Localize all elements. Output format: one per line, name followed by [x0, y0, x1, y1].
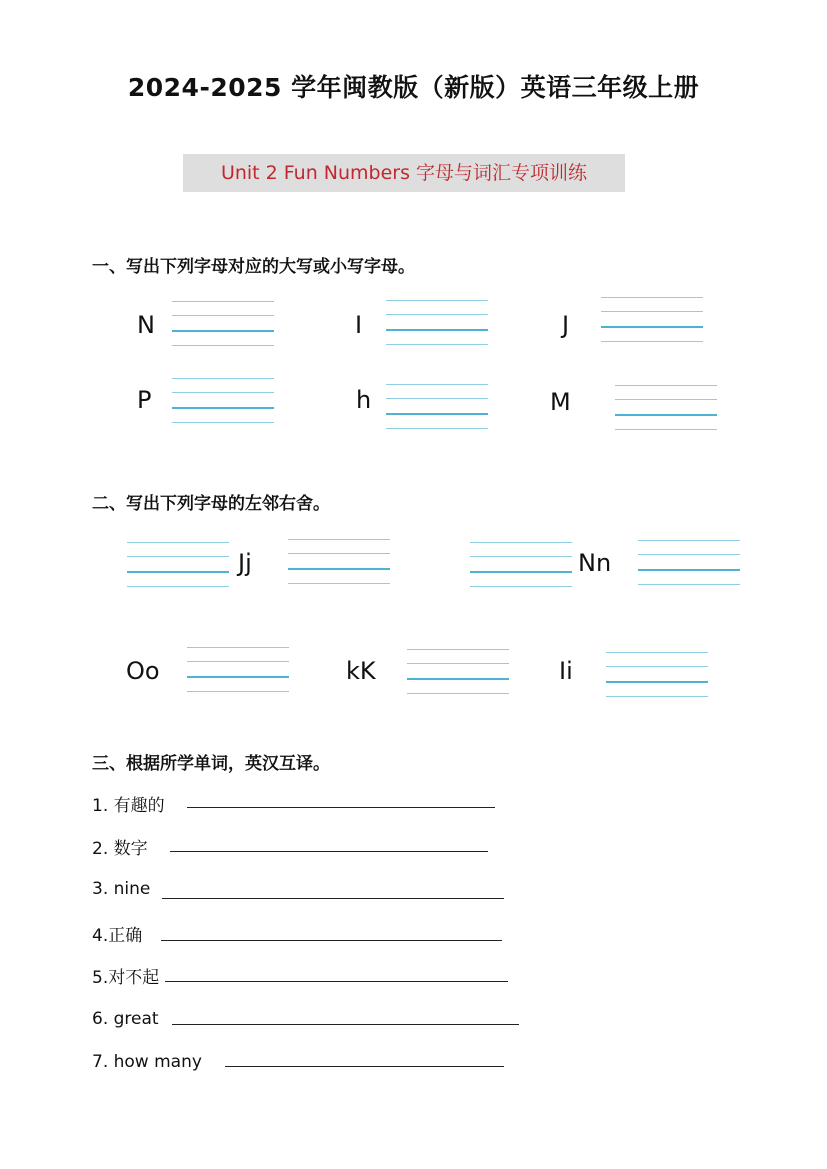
- answer-line[interactable]: [172, 1024, 519, 1025]
- page-title: 2024-2025 学年闽教版（新版）英语三年级上册: [127, 73, 700, 102]
- writing-lines-left[interactable]: [127, 540, 229, 588]
- answer-line[interactable]: [165, 981, 508, 982]
- answer-line[interactable]: [225, 1066, 504, 1067]
- writing-lines-right[interactable]: [606, 650, 708, 698]
- letter-prompt: kK: [346, 657, 376, 685]
- writing-lines-right[interactable]: [288, 537, 390, 585]
- writing-lines-right[interactable]: [638, 538, 740, 586]
- question-label: 2. 数字: [92, 839, 148, 859]
- writing-lines[interactable]: [172, 299, 274, 347]
- writing-lines[interactable]: [615, 383, 717, 431]
- section-1-heading: 一、写出下列字母对应的大写或小写字母。: [92, 257, 415, 277]
- writing-lines[interactable]: [386, 298, 488, 346]
- section-2-heading: 二、写出下列字母的左邻右舍。: [92, 494, 330, 514]
- writing-lines-left[interactable]: [470, 540, 572, 588]
- letter-prompt: J: [562, 311, 570, 339]
- letter-prompt: Jj: [238, 549, 252, 577]
- answer-line[interactable]: [187, 807, 495, 808]
- writing-lines[interactable]: [172, 376, 274, 424]
- writing-lines[interactable]: [386, 382, 488, 430]
- writing-lines[interactable]: [601, 295, 703, 343]
- writing-lines-right[interactable]: [407, 647, 509, 695]
- unit-subtitle: Unit 2 Fun Numbers 字母与词汇专项训练: [183, 154, 625, 192]
- letter-prompt: P: [137, 386, 152, 414]
- question-label: 7. how many: [92, 1052, 202, 1072]
- letter-prompt: Ii: [559, 657, 573, 685]
- question-label: 6. great: [92, 1009, 159, 1029]
- answer-line[interactable]: [161, 940, 502, 941]
- answer-line[interactable]: [162, 898, 504, 899]
- question-label: 4.正确: [92, 926, 143, 946]
- answer-line[interactable]: [170, 851, 488, 852]
- writing-lines-right[interactable]: [187, 645, 289, 693]
- question-label: 3. nine: [92, 879, 151, 899]
- letter-prompt: M: [550, 388, 571, 416]
- letter-prompt: N: [137, 311, 155, 339]
- question-label: 1. 有趣的: [92, 796, 165, 816]
- section-3-heading: 三、根据所学单词，英汉互译。: [92, 754, 330, 774]
- letter-prompt: Nn: [578, 549, 612, 577]
- letter-prompt: h: [356, 386, 372, 414]
- letter-prompt: I: [355, 311, 363, 339]
- letter-prompt: Oo: [126, 657, 160, 685]
- question-label: 5.对不起: [92, 968, 160, 988]
